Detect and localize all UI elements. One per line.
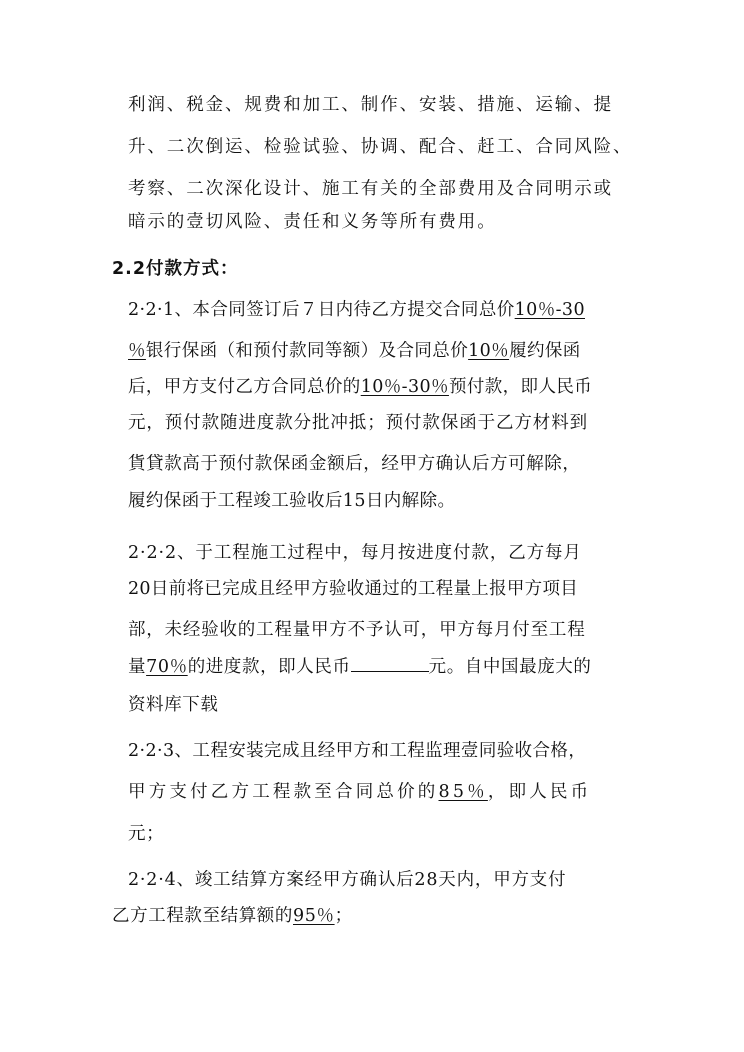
s223-line1: 2·2·3、工程安装完成且经甲方和工程监理壹同验收合格， bbox=[128, 741, 587, 761]
s223-line3: 元； bbox=[128, 824, 165, 844]
s222-line1: 2·2·2、于工程施工过程中，每月按进度付款，乙方每月 bbox=[128, 543, 582, 563]
s222-text-4b: 的进度款，即人民币 bbox=[187, 657, 351, 677]
s223-text-2b: ，即人民币 bbox=[487, 782, 592, 802]
para1-line4: 暗示的壹切风险、责任和义务等所有费用。 bbox=[128, 212, 497, 232]
para1-line2: 升、二次倒运、检验试验、协调、配合、赶工、合同风险、 bbox=[128, 137, 633, 157]
s221-line1 bbox=[128, 299, 585, 321]
s221-text-3a: 后，甲方支付乙方合同总价的 bbox=[128, 377, 361, 397]
s222-line3: 部，未经验收的工程量甲方不予认可，甲方每月付至工程 bbox=[128, 620, 586, 640]
s221-line5: 貨貸款高于预付款保函金额后，经甲方确认后方可解除， bbox=[128, 454, 581, 474]
s221-line6: 履约保函于工程竣工验收后15日内解除。 bbox=[128, 491, 456, 511]
section-heading: 2.2付款方式： bbox=[112, 259, 239, 279]
s221-line4: 元，预付款随进度款分批冲抵；预付款保函于乙方材料到 bbox=[128, 413, 588, 433]
s221-line3 bbox=[128, 376, 592, 398]
s224-line2 bbox=[112, 905, 353, 927]
s221-text-2b: 履约保函 bbox=[509, 341, 581, 361]
s224-percent: 95％ bbox=[293, 906, 335, 926]
s222-line4 bbox=[128, 655, 592, 678]
s221-percent-perf: 10％ bbox=[468, 341, 510, 361]
s222-text-4a: 量 bbox=[128, 657, 147, 677]
s223-percent: 85％ bbox=[438, 782, 488, 802]
s221-text-1a: 2·2·1、本合同签订后７日内待乙方提交合同总价 bbox=[128, 300, 515, 320]
s224-text-2a: 乙方工程款至结算额的 bbox=[112, 906, 293, 926]
s222-percent: 70％ bbox=[146, 657, 188, 677]
s221-percent-tail: ％ bbox=[128, 341, 146, 361]
s221-text-3b: 预付款，即人民币 bbox=[448, 377, 593, 397]
s223-line2 bbox=[128, 781, 591, 803]
s221-text-2a: 银行保函（和预付款同等额）及合同总价 bbox=[145, 341, 469, 361]
s224-text-2b: ； bbox=[334, 906, 353, 926]
s222-line5: 资料库下载 bbox=[128, 695, 219, 715]
s224-line1: 2·2·4、竣工结算方案经甲方确认后28天内，甲方支付 bbox=[128, 870, 567, 890]
s221-line2 bbox=[128, 340, 581, 362]
s221-percent-range: 10％-30 bbox=[514, 300, 585, 320]
s223-text-2a: 甲方支付乙方工程款至合同总价的 bbox=[128, 782, 439, 802]
s222-line2: 20日前将已完成且经甲方验收通过的工程量上报甲方项目 bbox=[128, 579, 579, 599]
s222-amount-blank bbox=[351, 655, 429, 672]
s222-text-4c: 元。自中国最庞大的 bbox=[428, 657, 592, 677]
para1-line3: 考察、二次深化设计、施工有关的全部费用及合同明示或 bbox=[128, 179, 613, 199]
s221-percent-advance: 10％-30％ bbox=[360, 377, 449, 397]
para1-line1: 利润、税金、规费和加工、制作、安装、措施、运输、提 bbox=[128, 95, 613, 115]
